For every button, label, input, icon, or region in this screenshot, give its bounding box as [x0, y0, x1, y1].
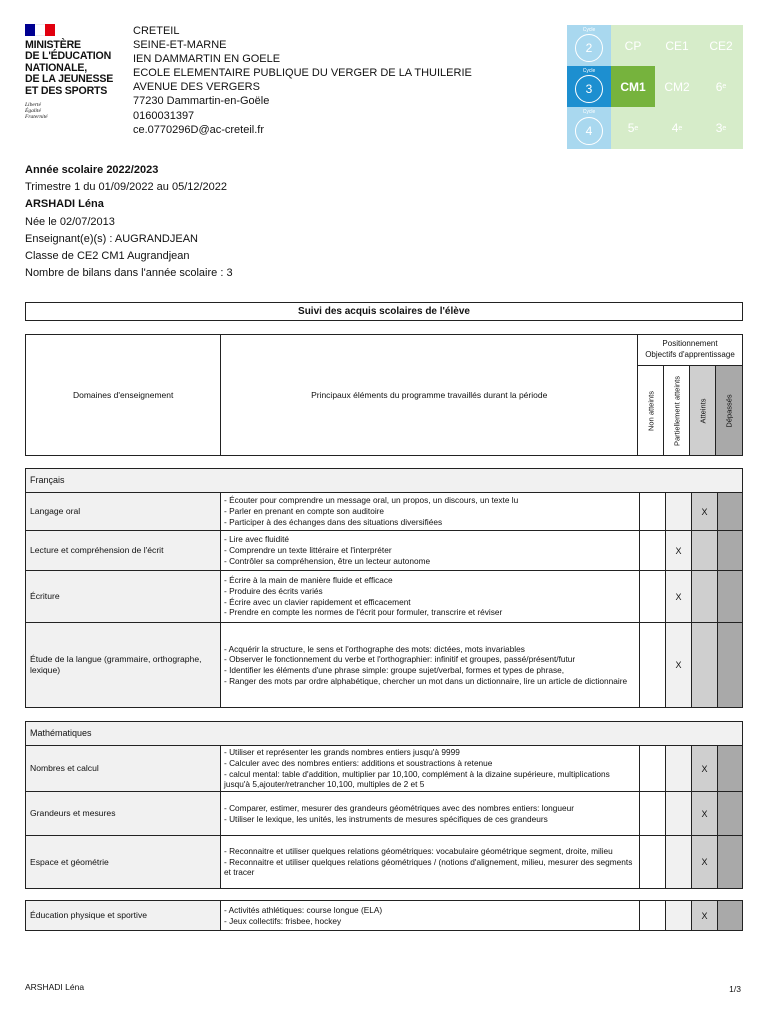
level-CE2: CE2 [699, 25, 743, 66]
table-header [25, 334, 743, 456]
mark-cell-3: X [692, 746, 718, 791]
row-domain: Étude de la langue (grammaire, orthographe, lexique) [26, 623, 221, 707]
level-CE1: CE1 [655, 25, 699, 66]
section-2 [25, 721, 743, 889]
header-level-not-reached: Non atteints [638, 366, 664, 455]
section-1 [25, 468, 743, 708]
table-row [26, 746, 742, 792]
level-CM1: CM1 [611, 66, 655, 107]
page-number: 1/3 [729, 984, 741, 994]
mark-cell-2 [666, 836, 692, 888]
row-domain: Écriture [26, 571, 221, 622]
french-flag-icon [25, 24, 55, 36]
school-line: 77230 Dammartin-en-Goële [133, 95, 270, 108]
mark-cell-2: X [666, 571, 692, 622]
mark-cell-2 [666, 493, 692, 530]
level-CP: CP [611, 25, 655, 66]
row-items: - Reconnaitre et utiliser quelques relations géométriques: vocabulaire géométrique segment, droite, milieu - Reconnaitre et utiliser quelques relations géométriques / (notions d'alignement, milieu, mesurer des segments et tracer [221, 836, 640, 888]
row-items: - Lire avec fluidité - Comprendre un texte littéraire et l'interpréter - Contrôler sa compréhension, être un lecteur autonome [221, 531, 640, 570]
mark-cell-2: X [666, 531, 692, 570]
ministry-name: MINISTÈRE DE L'ÉDUCATION NATIONALE, DE LA JEUNESSE ET DES SPORTS [25, 39, 114, 97]
trimester: Trimestre 1 du 01/09/2022 au 05/12/2022 [25, 181, 228, 194]
mark-cell-3: X [692, 901, 718, 930]
row-domain: Nombres et calcul [26, 746, 221, 791]
header-level-reached: Atteints [690, 366, 716, 455]
row-items: - Utiliser et représenter les grands nombres entiers jusqu'à 9999 - Calculer avec des nombres entiers: additions et soustractions à retenue - calcul mental: table d'addition, multiplier par 10,100, complément à la dizaine supérieure, multiplications jusqu'à 5,ajouter/retrancher 10,100, multiples de 2 et 5 [221, 746, 640, 791]
table-row [26, 571, 742, 623]
section-title: Français [26, 469, 742, 493]
mark-cell-3: X [692, 836, 718, 888]
header-domain: Domaines d'enseignement [26, 335, 221, 455]
row-domain: Grandeurs et mesures [26, 792, 221, 835]
row-domain: Éducation physique et sportive [26, 901, 221, 930]
table-row [26, 836, 742, 888]
school-line: ce.0770296D@ac-creteil.fr [133, 123, 265, 136]
section-title: Mathématiques [26, 722, 742, 746]
row-items: - Activités athlétiques: course longue (ELA) - Jeux collectifs: frisbee, hockey [221, 901, 640, 930]
mark-cell-1 [640, 746, 666, 791]
header-positioning: Positionnement Objectifs d'apprentissage [638, 335, 742, 366]
school-line: SEINE-ET-MARNE [133, 39, 227, 52]
mark-cell-2 [666, 746, 692, 791]
table-title: Suivi des acquis scolaires de l'élève [25, 302, 743, 321]
table-row [26, 531, 742, 571]
mark-cell-4 [718, 623, 742, 707]
student-info [25, 162, 233, 282]
class-name: Classe de CE2 CM1 Augrandjean [25, 250, 190, 263]
level-6e: 6 e [699, 66, 743, 107]
row-domain: Langage oral [26, 493, 221, 530]
mark-cell-3 [692, 531, 718, 570]
table-row [26, 493, 742, 531]
mark-cell-3 [692, 571, 718, 622]
mark-cell-1 [640, 493, 666, 530]
mark-cell-4 [718, 836, 742, 888]
student-name: ARSHADI Léna [25, 198, 104, 211]
school-line: ECOLE ELEMENTAIRE PUBLIQUE DU VERGER DE LA THUILERIE [133, 67, 472, 80]
mark-cell-2 [666, 901, 692, 930]
header-level-exceeded: Dépassés [716, 366, 742, 455]
footer-student-name: ARSHADI Léna [25, 982, 85, 992]
cycle-3: Cycle 3 [567, 66, 611, 107]
mark-cell-1 [640, 792, 666, 835]
ministry-logo [25, 24, 125, 121]
mark-cell-4 [718, 901, 742, 930]
mark-cell-4 [718, 746, 742, 791]
mark-cell-4 [718, 531, 742, 570]
birth-date: Née le 02/07/2013 [25, 215, 115, 228]
teacher: Enseignant(e)(s) : AUGRANDJEAN [25, 232, 198, 245]
row-items: - Écouter pour comprendre un message oral, un propos, un discours, un texte lu - Parler en prenant en compte son auditoire - Participer à des échanges dans des situations diversifiées [221, 493, 640, 530]
row-domain: Lecture et compréhension de l'écrit [26, 531, 221, 570]
level-CM2: CM2 [655, 66, 699, 107]
school-year: Année scolaire 2022/2023 [25, 164, 159, 176]
mark-cell-1 [640, 571, 666, 622]
republic-motto: Liberté Égalité Fraternité [25, 102, 48, 121]
header-items: Principaux éléments du programme travaillés durant la période [221, 335, 638, 455]
cycle-2: Cycle 2 [567, 25, 611, 66]
mark-cell-3: X [692, 792, 718, 835]
mark-cell-4 [718, 571, 742, 622]
table-row [26, 623, 742, 707]
level-4e: 4 e [655, 107, 699, 149]
mark-cell-2: X [666, 623, 692, 707]
school-line: AVENUE DES VERGERS [133, 81, 260, 94]
mark-cell-3: X [692, 493, 718, 530]
mark-cell-3 [692, 623, 718, 707]
row-domain: Espace et géométrie [26, 836, 221, 888]
mark-cell-4 [718, 792, 742, 835]
row-items: - Acquérir la structure, le sens et l'orthographe des mots: dictées, mots invariables - Observer le fonctionnement du verbe et l'orthographier: infinitif et groupes, passé/présent/futur - Identifier les éléments d'une phrase simple: groupe sujet/verbal, formes et types de phrase, - Ranger des mots par ordre alphabétique, chercher un mot dans un dictionnaire, lire un article de dictionnaire [221, 623, 640, 707]
header-level-partial: Partiellement atteints [664, 366, 690, 455]
mark-cell-1 [640, 531, 666, 570]
school-address [133, 24, 472, 137]
school-line: CRETEIL [133, 25, 180, 37]
row-items: - Écrire à la main de manière fluide et efficace - Produire des écrits variés - Écrire avec un clavier rapidement et efficacement - Prendre en compte les normes de l'écrit pour formuler, transcrire et réviser [221, 571, 640, 622]
mark-cell-1 [640, 901, 666, 930]
cycle-grid [567, 25, 743, 149]
table-row [26, 792, 742, 836]
table-row [26, 901, 742, 930]
section-3 [25, 900, 743, 931]
school-line: 0160031397 [133, 109, 195, 122]
mark-cell-2 [666, 792, 692, 835]
bilans-count: Nombre de bilans dans l'année scolaire : 3 [25, 267, 233, 280]
mark-cell-4 [718, 493, 742, 530]
school-line: IEN DAMMARTIN EN GOELE [133, 53, 281, 66]
level-5e: 5 e [611, 107, 655, 149]
row-items: - Comparer, estimer, mesurer des grandeurs géométriques avec des nombres entiers: longueur - Utiliser le lexique, les unités, les instruments de mesures spécifiques de ces grandeurs [221, 792, 640, 835]
level-3e: 3 e [699, 107, 743, 149]
mark-cell-1 [640, 836, 666, 888]
cycle-4: Cycle 4 [567, 107, 611, 149]
mark-cell-1 [640, 623, 666, 707]
